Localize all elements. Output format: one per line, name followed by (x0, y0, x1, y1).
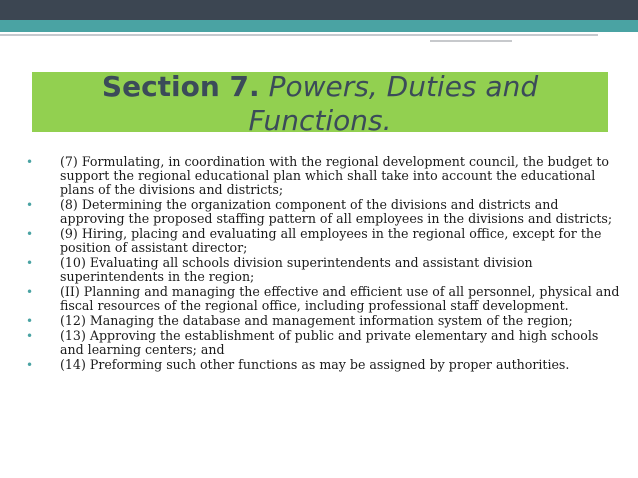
slide-title (32, 70, 608, 138)
list-item-text: (7) Formulating, in coordination with the regional development council, the budget to support the regional educational plan which shall take into account the educational plans of the divisions and districts; (60, 154, 610, 197)
bullet-icon: • (26, 155, 34, 169)
list-item-text: (10) Evaluating all schools division superintendents and assistant division superintendents in the region; (60, 255, 533, 284)
list-item (22, 227, 622, 255)
list-item (22, 329, 622, 357)
list-item-text: (12) Managing the database and management information system of the region; (60, 313, 573, 328)
bullet-icon: • (26, 256, 34, 270)
list-item (22, 285, 622, 313)
list-item-text: (9) Hiring, placing and evaluating all employees in the regional office, except for the position of assistant director; (60, 226, 602, 255)
bullet-icon: • (26, 285, 34, 299)
list-item (22, 155, 622, 197)
bullet-icon: • (26, 198, 34, 212)
decorative-line (430, 40, 512, 42)
list-item (22, 198, 622, 226)
list-item-text: (13) Approving the establishment of public and private elementary and high schools and learning centers; and (60, 328, 599, 357)
list-item (22, 314, 622, 328)
bullet-icon: • (26, 314, 34, 328)
bullet-icon: • (26, 329, 34, 343)
title-rest: Powers, Duties and Functions. (248, 70, 539, 137)
list-item-text: (8) Determining the organization component of the divisions and districts and approving the proposed staffing pattern of all employees in the divisions and districts; (60, 197, 613, 226)
top-accent-bar (0, 20, 638, 32)
header-divider-notch (598, 34, 638, 36)
bullet-list (22, 155, 622, 373)
top-dark-bar (0, 0, 638, 20)
list-item-text: (14) Preforming such other functions as may be assigned by proper authorities. (60, 357, 570, 372)
list-item (22, 358, 622, 372)
list-item (22, 256, 622, 284)
bullet-icon: • (26, 358, 34, 372)
title-section: Section 7. (101, 70, 260, 103)
bullet-icon: • (26, 227, 34, 241)
header-divider (0, 34, 598, 36)
list-item-text: (II) Planning and managing the effective and efficient use of all personnel, physical and fiscal resources of the regional office, including professional staff development. (60, 284, 620, 313)
